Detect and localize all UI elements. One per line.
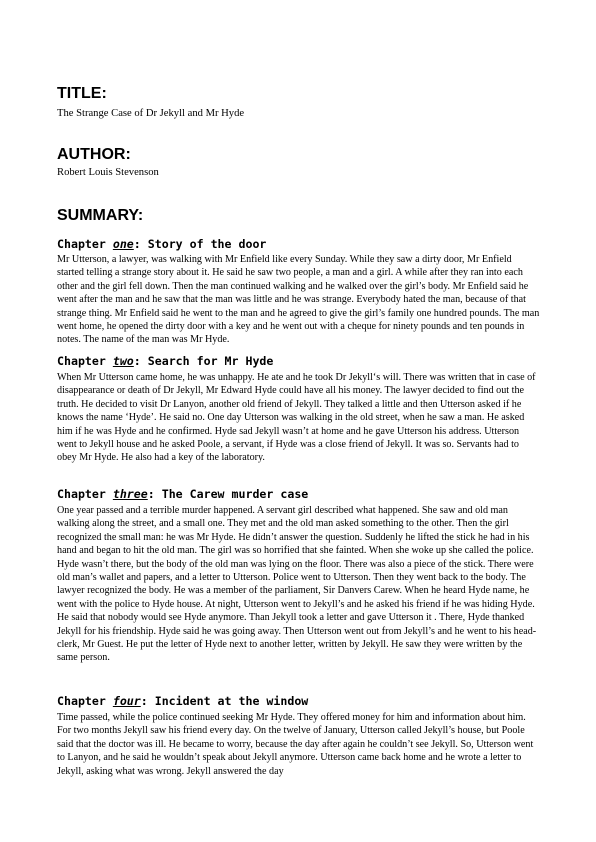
chapter-number: four (112, 694, 141, 708)
chapter-number: two (112, 354, 134, 368)
chapter-prefix: Chapter (57, 487, 113, 501)
chapter-heading (57, 694, 308, 708)
chapter-heading (57, 237, 266, 251)
chapter-title: : Search for Mr Hyde (133, 354, 274, 368)
chapter-text: When Mr Utterson came home, he was unhappy. He ate and he took Dr Jekyll‘s will. There was written that in case of disappearance or death of Dr Jekyll, Mr Edward Hyde could have all his money. The lawyer decided to find out the truth. He decided to visit Dr Lanyon, another old friend of Jekyll. They talked a little and then Utterson asked if he knows the name ‘Hyde’. He said no. One day Utterson was walking in the old street, when he saw a man. He asked him if he was Hyde and he confirmed. Hyde sad Jekyll wasn’t at home and he gave Utterson his address. Utterson went to Jekyll house and he asked Poole, a servant, if Hyde was a close friend of Jekyll. It was so. Servants had to obey Mr Hyde. He also had a key of the laboratory. (57, 372, 536, 464)
chapter-number: one (112, 237, 134, 251)
chapter-heading (57, 354, 273, 368)
chapter-heading (57, 487, 308, 501)
chapter-number: three (112, 487, 148, 501)
chapter-text: One year passed and a terrible murder happened. A servant girl described what happened. She saw and old man walking along the street, and a small one. They met and the old man asked something to the other. Then the girl recognized the small man: he was Mr Hyde. He didn’t answer the question. Suddenly he lifted the stick he had in his hand and began to hit the old man. The girl was so horrified that she fainted. When she woke up she called the police. Hyde wasn’t there, but the body of the old man was lying on the floor. There was also a piece of the stick. There were old man’s wallet and papers, and a letter to Utterson. Police went to Utterson. Then they went back to the body. The lawyer recognized the body. He was a member of the parliament, Sir Danvers Carew. When he heard Hyde name, he went with the police to Hyde house. At night, Utterson went to Jekyll’s and he asked his friend if he was hiding Hyde. He said that nobody would see Hyde anymore. Than Jekyll took a letter and gave Utterson it . There, Hyde thanked Jekyll for his friendship. Hyde said he was going away. Then Utterson went out from Jekyll’s and he went to his head-clerk, Mr Guest. He put the letter of Hyde next to another letter, written by Jekyll. He saw they were written by the same person. (57, 505, 537, 664)
author-label: AUTHOR: (57, 146, 131, 163)
chapter-title: : Story of the door (133, 237, 267, 251)
chapter-prefix: Chapter (57, 694, 113, 708)
chapter-text: Mr Utterson, a lawyer, was walking with Mr Enfield like every Sunday. While they saw a dirty door, Mr Enfield started telling a strange story about it. He said he saw two people, a man and a girl. A while after they ran into each other and the girl fell down. Then the man continued walking and he walked over the girl’s body. Mr Enfield said he went after the man and he saw that the man was little and he was strange. Everybody hated the man, because of that strange thing. Mr Enfield said he went to the man and he agreed to give the girl’s family one hundred pounds. The man went home, he opened the dirty door with a key and he went out with a cheque for ninety pounds and ten pounds in notes. The name of the man was Mr Hyde. (57, 254, 540, 346)
chapter-prefix: Chapter (57, 354, 113, 368)
title-value: The Strange Case of Dr Jekyll and Mr Hyde (57, 108, 245, 119)
chapter-title: : The Carew murder case (147, 487, 309, 501)
title-label: TITLE: (57, 85, 107, 102)
summary-label: SUMMARY: (57, 207, 144, 224)
chapter-text: Time passed, while the police continued seeking Mr Hyde. They offered money for him and information about him. For two months Jekyll saw his friend every day. On the twelve of January, Utterson called Jekyll’s house, but Poole said that the doctor was ill. He became to worry, because the day after again he couldn’t see Jekyll. So, Utterson went to Lanyon, and he said he wouldn’t speak about Jekyll anymore. Utterson came back home and he wrote a letter to Jekyll, asking what was wrong. Jekyll answered the day (57, 712, 534, 777)
chapter-title: : Incident at the window (140, 694, 309, 708)
chapter-prefix: Chapter (57, 237, 113, 251)
author-value: Robert Louis Stevenson (57, 167, 159, 178)
